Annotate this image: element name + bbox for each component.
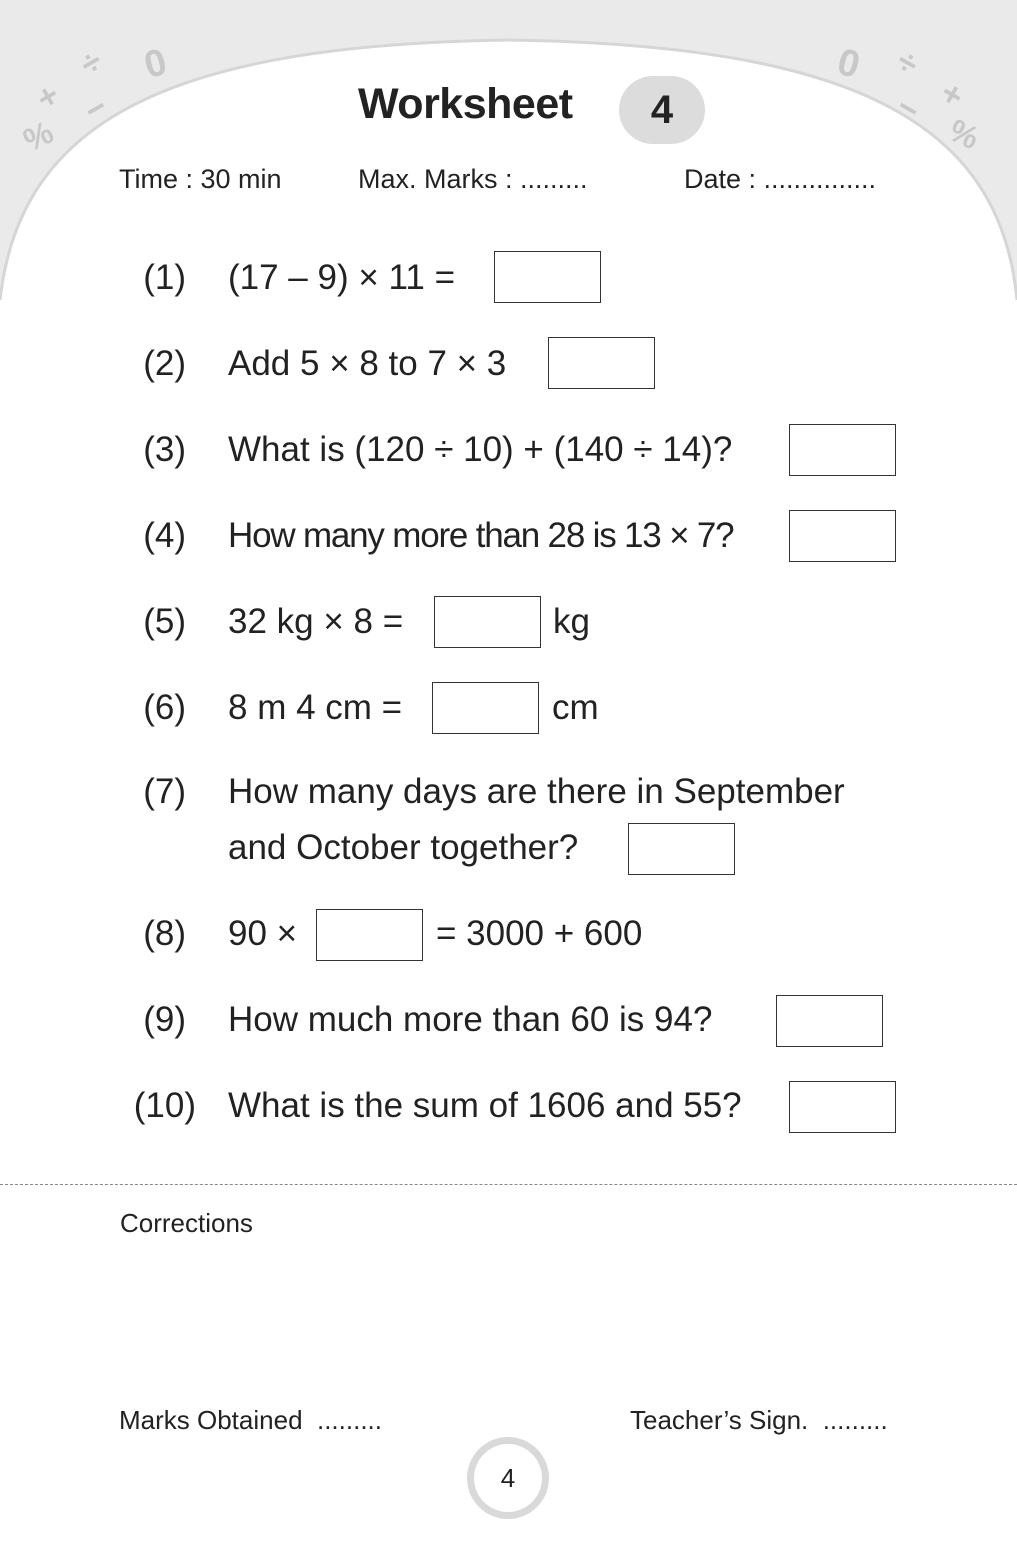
percent-icon: % (943, 111, 985, 157)
dashed-divider (0, 1184, 1017, 1185)
minus-icon: − (77, 87, 115, 131)
time-label: Time : 30 min (119, 164, 282, 194)
question-text: 90 × (228, 914, 298, 953)
date-label: Date : ............... (684, 164, 877, 194)
answer-box[interactable] (789, 424, 896, 476)
worksheet-number-badge: 4 (619, 76, 705, 144)
question-number: (7) (143, 772, 186, 811)
corrections-label: Corrections (120, 1208, 253, 1238)
question-text: How many days are there in September (228, 772, 845, 811)
divide-icon: ÷ (73, 41, 109, 85)
question-text: What is (120 ÷ 10) + (140 ÷ 14)? (228, 430, 733, 469)
answer-box[interactable] (432, 682, 539, 734)
question-number: (8) (143, 914, 186, 953)
percent-icon: % (17, 113, 59, 159)
question-number: (2) (143, 344, 186, 383)
divide-icon: ÷ (889, 41, 925, 85)
worksheet-title: Worksheet (358, 80, 573, 128)
marks-obtained-label: Marks Obtained ......... (119, 1405, 382, 1435)
question-text: What is the sum of 1606 and 55? (228, 1086, 742, 1125)
question-text: 32 kg × 8 = (228, 602, 404, 641)
answer-box[interactable] (316, 909, 423, 961)
answer-box[interactable] (548, 337, 655, 389)
minus-icon: − (889, 87, 927, 131)
question-text: How many more than 28 is 13 × 7? (228, 516, 734, 555)
question-text-line2: and October together? (228, 828, 579, 867)
question-number: (9) (143, 1000, 186, 1039)
question-number: (3) (143, 430, 186, 469)
plus-icon: + (933, 73, 971, 117)
answer-box[interactable] (434, 596, 541, 648)
question-number: (5) (143, 602, 186, 641)
question-text-suffix: = 3000 + 600 (436, 914, 643, 953)
answer-box[interactable] (628, 823, 735, 875)
answer-box[interactable] (494, 251, 601, 303)
question-text: How much more than 60 is 94? (228, 1000, 713, 1039)
teacher-sign-label: Teacher’s Sign. ......... (630, 1405, 888, 1435)
max-marks-label: Max. Marks : ......... (358, 164, 588, 194)
unit-label: kg (553, 602, 590, 641)
question-number: (6) (143, 688, 186, 727)
plus-icon: + (29, 75, 67, 119)
question-text: Add 5 × 8 to 7 × 3 (228, 344, 507, 383)
zero-icon: 0 (832, 40, 865, 88)
page-number: 4 (474, 1444, 542, 1512)
answer-box[interactable] (776, 995, 883, 1047)
question-number: (10) (133, 1086, 196, 1125)
question-number: (4) (143, 516, 186, 555)
zero-icon: 0 (139, 40, 172, 88)
unit-label: cm (552, 688, 599, 727)
answer-box[interactable] (789, 510, 896, 562)
question-text: (17 – 9) × 11 = (228, 258, 456, 297)
question-text: 8 m 4 cm = (228, 688, 403, 727)
answer-box[interactable] (789, 1081, 896, 1133)
question-number: (1) (143, 258, 186, 297)
